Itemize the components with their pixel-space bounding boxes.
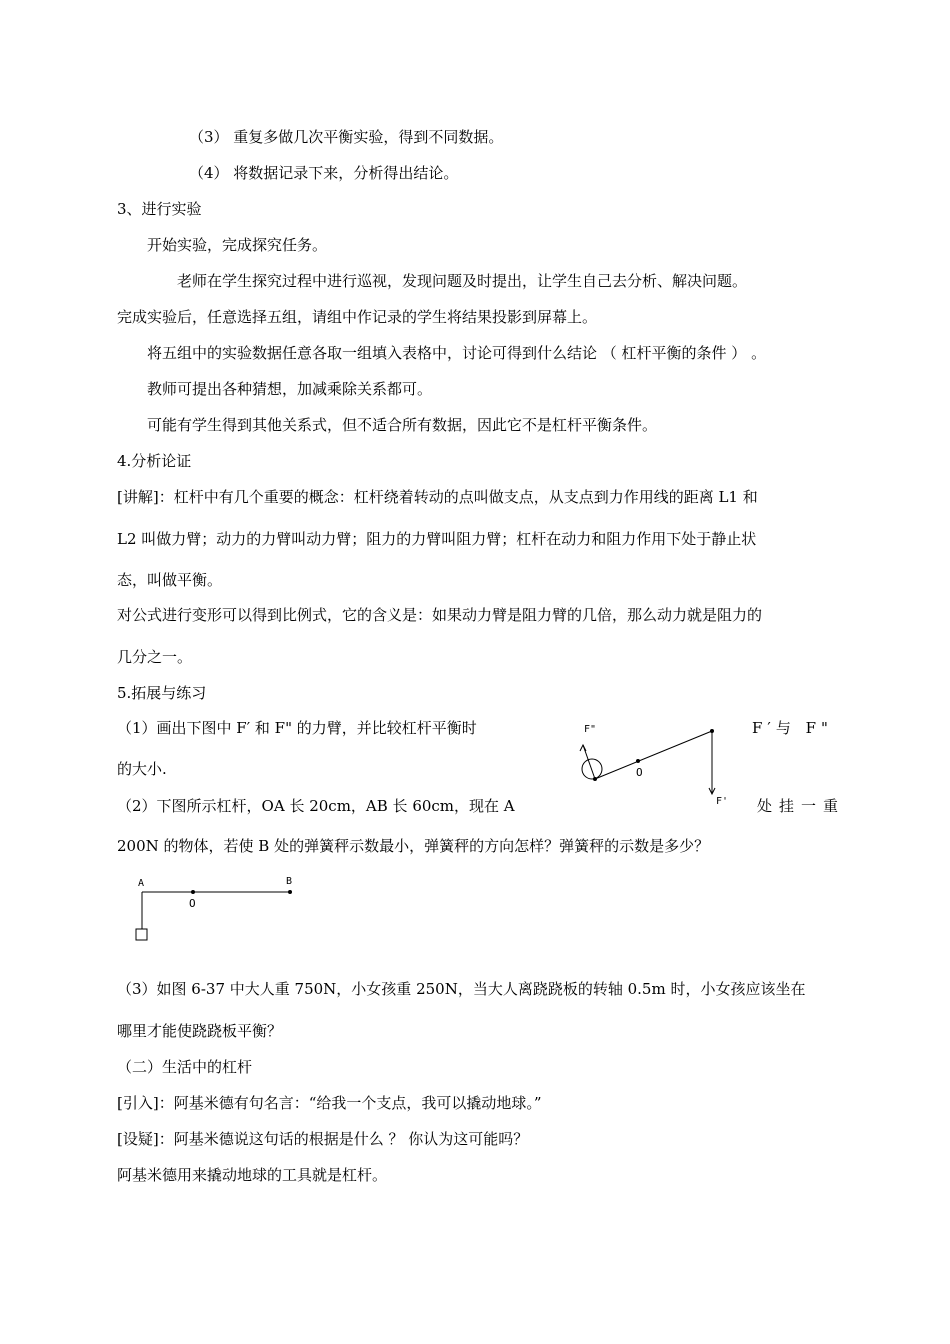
paragraph: 可能有学生得到其他关系式，但不适合所有数据，因此它不是杠杆平衡条件。 [147, 416, 658, 434]
section-5-heading: 5.拓展与练习 [117, 684, 207, 702]
weight-box [136, 929, 147, 940]
paragraph: [引入]：阿基米德有句名言：“给我一个支点，我可以撬动地球。” [117, 1094, 542, 1112]
question-1-end: 的大小. [117, 760, 167, 778]
step-3: （3） 重复多做几次平衡实验，得到不同数据。 [189, 128, 504, 146]
paragraph: 态，叫做平衡。 [117, 571, 223, 589]
lever-bar [595, 731, 712, 779]
lever-diagram-weight [128, 872, 308, 947]
lever-diagram-forces [570, 712, 730, 812]
label-b: B [286, 876, 293, 887]
label-f2: F" [584, 724, 597, 735]
paragraph: L2 叫做力臂；动力的力臂叫动力臂；阻力的力臂叫阻力臂；杠杆在动力和阻力作用下处于静止状 [117, 530, 757, 548]
section-4-heading: 4.分析论证 [117, 452, 192, 470]
paragraph: 阿基米德用来撬动地球的工具就是杠杆。 [117, 1166, 388, 1184]
paragraph: 几分之一。 [117, 648, 193, 666]
step-4: （4） 将数据记录下来，分析得出结论。 [189, 164, 459, 182]
paragraph: [讲解]：杠杆中有几个重要的概念：杠杆绕着转动的点叫做支点，从支点到力作用线的距离 L1 和 [117, 488, 758, 506]
label-f1: F' [716, 796, 729, 807]
question-3: （3）如图 6-37 中大人重 750N，小女孩重 250N，当大人离跷跷板的转轴 0.5m 时，小女孩应该坐在 [117, 980, 806, 998]
label-a: A [138, 878, 145, 889]
fulcrum-point [636, 759, 640, 763]
paragraph: 完成实验后，任意选择五组，请组中作记录的学生将结果投影到屏幕上。 [117, 308, 598, 326]
section-3-heading: 3、进行实验 [117, 200, 202, 218]
paragraph: 对公式进行变形可以得到比例式，它的含义是：如果动力臂是阻力臂的几倍，那么动力就是阻力的 [117, 606, 763, 624]
section-6-heading: （二）生活中的杠杆 [117, 1058, 253, 1076]
question-2-continued: 处挂一重 [757, 797, 846, 815]
paragraph: 开始实验，完成探究任务。 [147, 236, 328, 254]
paragraph: 老师在学生探究过程中进行巡视，发现问题及时提出，让学生自己去分析、解决问题。 [177, 272, 748, 290]
point-b [288, 890, 292, 894]
paragraph: [设疑]：阿基米德说这句话的根据是什么 ？ 你认为这可能吗？ [117, 1130, 529, 1148]
paragraph: 教师可提出各种猜想，加减乘除关系都可。 [147, 380, 433, 398]
question-1: （1）画出下图中 F′ 和 F" 的力臂，并比较杠杆平衡时 [117, 719, 477, 737]
question-2: （2）下图所示杠杆，OA 长 20cm，AB 长 60cm，现在 A [117, 797, 515, 815]
paragraph: 将五组中的实验数据任意各取一组填入表格中，讨论可得到什么结论 （ 杠杆平衡的条件 ） 。 [147, 344, 767, 362]
question-2-end: 200N 的物体，若使 B 处的弹簧秤示数最小，弹簧秤的方向怎样？弹簧秤的示数是多少？ [117, 837, 710, 855]
fulcrum-point [191, 890, 195, 894]
label-o: O [636, 766, 643, 779]
label-o: O [189, 897, 196, 910]
question-1-continued: F′与 F" [752, 719, 833, 737]
question-3-end: 哪里才能使跷跷板平衡？ [117, 1022, 283, 1040]
